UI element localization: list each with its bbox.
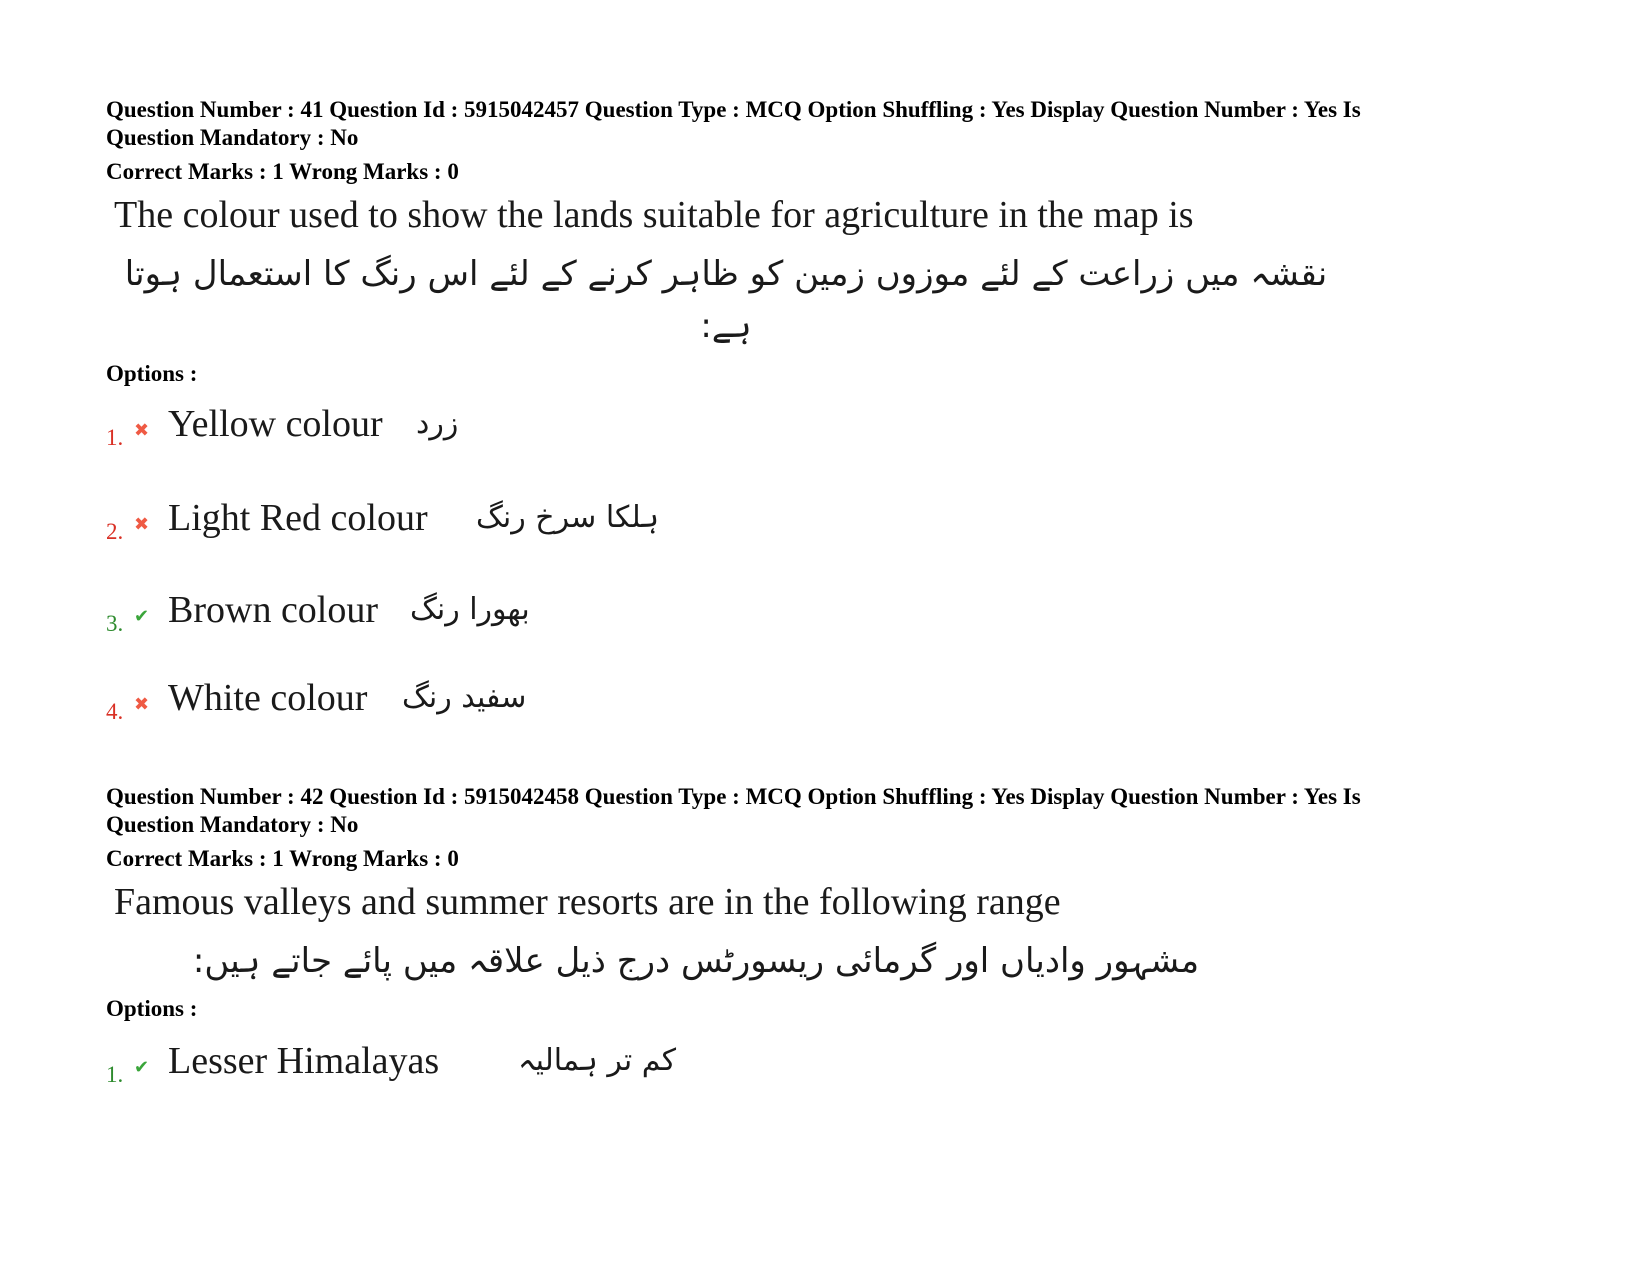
question-42 xyxy=(106,783,1506,1087)
option-text-urdu: سفید رنگ xyxy=(402,680,527,715)
option-2 xyxy=(106,496,1506,544)
question-text-urdu: نقشہ میں زراعت کے لئے موزوں زمین کو ظاہر کرنے کے لئے اس رنگ کا استعمال ہوتا ہے: xyxy=(124,254,1328,346)
option-text-english: Lesser Himalayas xyxy=(168,1040,440,1082)
option-3 xyxy=(106,588,1506,636)
option-number: 2. xyxy=(106,519,124,544)
options-label: Options : xyxy=(106,361,198,386)
question-meta xyxy=(106,783,1506,839)
question-text-english: Famous valleys and summer resorts are in the following range xyxy=(114,881,1061,923)
marks-line: Correct Marks : 1 Wrong Marks : 0 xyxy=(106,846,459,871)
question-meta-line-1: Question Number : 42 Question Id : 5915042458 Question Type : MCQ Option Shuffling : Yes Display Question Number : Yes Is xyxy=(106,784,1361,809)
question-meta xyxy=(106,96,1506,152)
cross-icon: ✖ xyxy=(134,514,150,535)
option-text-urdu: زرد xyxy=(416,406,459,441)
option-number: 1. xyxy=(106,425,124,450)
option-1 xyxy=(106,402,1506,450)
marks-line: Correct Marks : 1 Wrong Marks : 0 xyxy=(106,159,459,184)
option-text-urdu: کم تر ہمالیہ xyxy=(518,1043,677,1078)
option-number: 4. xyxy=(106,699,124,724)
option-text-urdu: بھورا رنگ xyxy=(410,592,530,627)
option-4 xyxy=(106,676,1506,724)
option-text-english: Light Red colour xyxy=(168,497,428,539)
question-meta-line-1: Question Number : 41 Question Id : 5915042457 Question Type : MCQ Option Shuffling : Yes Display Question Number : Yes Is xyxy=(106,97,1361,122)
question-41 xyxy=(106,96,1506,724)
check-icon: ✔ xyxy=(134,606,150,627)
question-text-english: The colour used to show the lands suitable for agriculture in the map is xyxy=(114,194,1194,236)
question-meta-line-2: Question Mandatory : No xyxy=(106,812,359,837)
cross-icon: ✖ xyxy=(134,420,150,441)
option-text-urdu: ہلکا سرخ رنگ xyxy=(476,500,660,535)
check-icon: ✔ xyxy=(134,1057,150,1078)
option-text-english: Yellow colour xyxy=(168,403,383,445)
options-label: Options : xyxy=(106,996,198,1021)
cross-icon: ✖ xyxy=(134,694,150,715)
question-text-urdu: مشہور وادیاں اور گرمائی ریسورٹس درج ذیل علاقہ میں پائے جاتے ہیں: xyxy=(192,941,1200,981)
option-number: 3. xyxy=(106,611,124,636)
option-number: 1. xyxy=(106,1062,124,1087)
option-text-english: White colour xyxy=(168,677,368,719)
option-text-english: Brown colour xyxy=(168,589,379,631)
option-1 xyxy=(106,1039,1506,1087)
question-meta-line-2: Question Mandatory : No xyxy=(106,125,359,150)
